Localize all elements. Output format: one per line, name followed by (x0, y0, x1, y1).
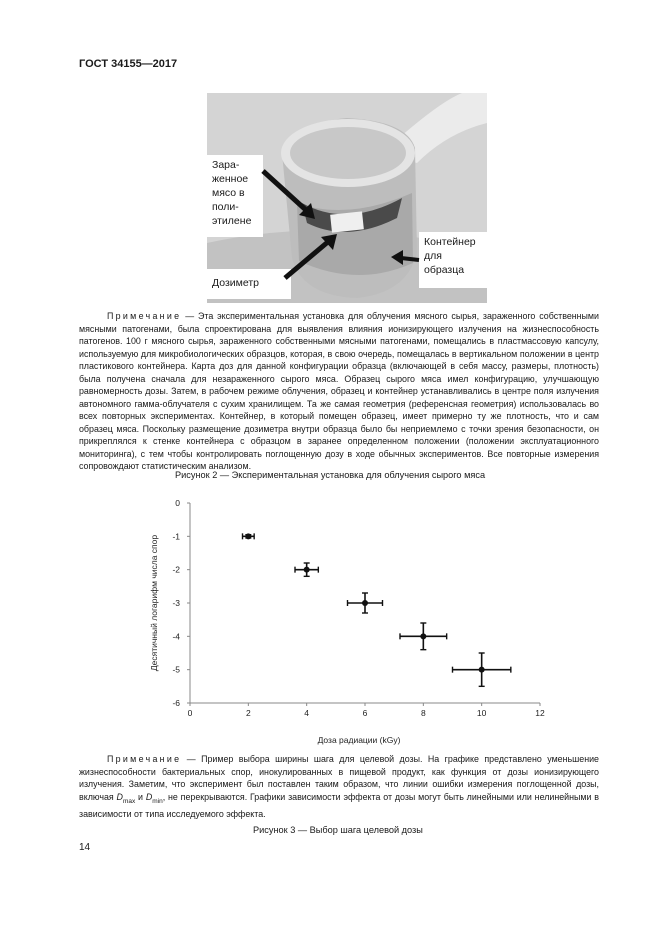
y-tick-label: -6 (172, 698, 180, 708)
data-point (362, 600, 368, 606)
x-tick-label: 12 (535, 708, 545, 718)
figure2-caption: Рисунок 2 — Экспериментальная установка для облучения сырого мяса (175, 470, 486, 480)
document-header: ГОСТ 34155—2017 (79, 58, 178, 70)
figure2-note (79, 310, 599, 473)
y-axis-label: Десятичный логарифм числа спор (149, 534, 159, 672)
setup-photo (207, 93, 487, 303)
y-tick-label: -1 (172, 531, 180, 542)
note-label: Примечание (107, 754, 182, 764)
x-tick-label: 8 (420, 708, 426, 718)
data-point (245, 533, 251, 539)
data-point (479, 667, 485, 673)
data-point (420, 633, 426, 639)
page-number: 14 (79, 842, 91, 853)
y-tick-label: -4 (172, 631, 180, 642)
x-tick-label: 2 (245, 708, 251, 718)
figure3-caption: Рисунок 3 — Выбор шага целевой дозы (253, 825, 423, 835)
x-tick-label: 6 (362, 708, 368, 718)
chart-axes (172, 498, 545, 718)
figure3-note: Примечание — Пример выбора ширины шага для целевой дозы. На графике представлено уменьшение жизнеспособности бактериальных спор, инокулированных в пищевой продукт, как функция от дозы ионизирующего излучения. Заметим, что эксперимент был поставлен таким образом, что линии ошибки измерения поглощенной дозы, включая $D_{max}$ и $D_{min}$, не перекрываются. Графики зависимости эффекта от дозы могут быть линейными или нелинейными в зависимости от типа исследуемого эффекта. (79, 754, 600, 819)
label-dosimeter: Дозиметр (207, 269, 291, 299)
label-meat-in-polyethylene: Зара- женное мясо в поли- этилене (207, 155, 263, 237)
x-tick-label: 4 (304, 708, 310, 718)
y-tick-label: -2 (172, 564, 180, 575)
label-sample-container: Контейнер для образца (419, 232, 487, 288)
x-tick-label: 0 (187, 708, 193, 718)
y-tick-label: 0 (175, 498, 180, 508)
x-tick-label: 10 (476, 708, 487, 718)
note-label: Примечание (107, 311, 182, 321)
chart-marks (243, 533, 511, 686)
y-tick-label: -5 (172, 664, 180, 675)
y-tick-label: -3 (172, 598, 180, 608)
x-axis-label: Доза радиации (kGy) (317, 735, 401, 745)
dose-response-chart (140, 493, 560, 749)
data-point (304, 567, 310, 573)
note-text: — Эта экспериментальная установка для облучения мясного сырья, зараженного собственными мясными патогенами, была спроектирована для выявления влияния ионизирующего излучения на жизнеспособность патогенов. 100 г мясного сырья, зараженного собственными мясными патогенами, помещались в пластмассовую капсулу, используемую для микробиологических образцов, которая, в свою очередь, помещалась в вертикальном положении в центр пластикового контейнера. Карта доз для данной конфигурации образца (включающей в себя массу, размеры, плотность) была получена сначала для незараженного сырого мяса. Образец сырого мяса имел конфигурацию, улучшающую равномерность дозы. Затем, в рабочем режиме облучения, образец и контейнер устанавливались в центре поля излучения автономного гамма-облучателя с сухим хранилищем. Та же самая геометрия (референсная геометрия) использовалась во всех повторных экспериментах. Контейнер, в который помещен образец, имеет примерно ту же плотность, что и сам образец мяса. Поскольку размещение дозиметра внутри образца было бы неприемлемо с точки зрения безопасности, он прикреплялся к стенке контейнера с образцом в заранее определенном положении (положении эксплуатационного мониторинга), с тем чтобы контролировать поглощенную дозу в ходе обычных экспериментов. Все повторные измерения сопровождают статистическим анализом. (79, 311, 599, 471)
